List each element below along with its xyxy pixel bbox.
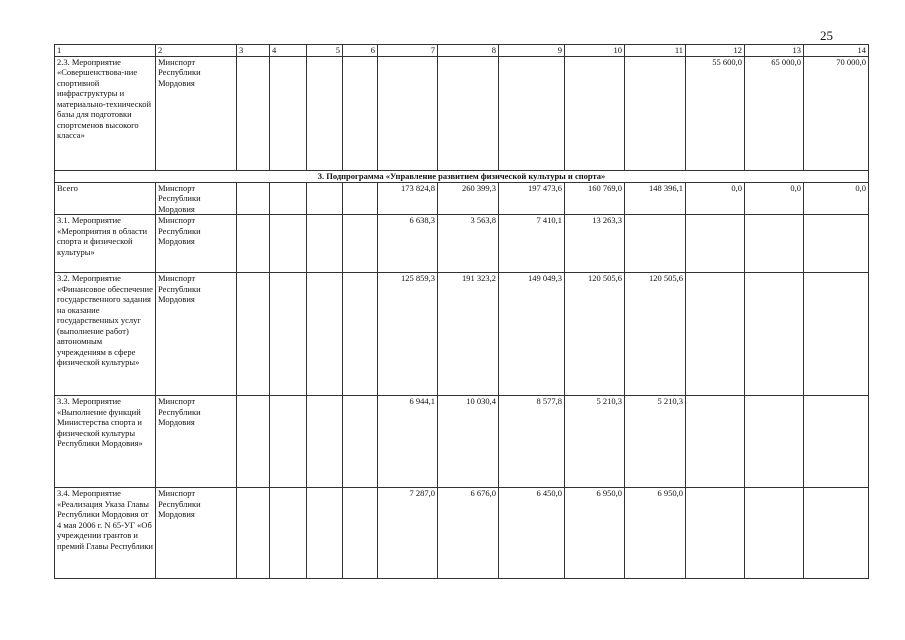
column-number-9: 9 xyxy=(499,45,565,57)
code-cell xyxy=(270,182,307,215)
amount-cell-col-14 xyxy=(804,488,869,579)
amount-cell-col-13: 0,0 xyxy=(745,182,804,215)
amount-cell-col-8: 191 323,2 xyxy=(438,273,499,396)
code-cell xyxy=(237,182,270,215)
amount-cell-col-13 xyxy=(745,488,804,579)
amount-cell-col-12 xyxy=(686,273,745,396)
table-row xyxy=(55,56,869,170)
amount-cell-col-11: 148 396,1 xyxy=(625,182,686,215)
amount-cell-col-12 xyxy=(686,215,745,273)
amount-cell-col-9: 6 450,0 xyxy=(499,488,565,579)
activity-name-cell: 2.3. Мероприятие «Совершенствова-ние спортивной инфраструктуры и материально-технической базы для подготовки спортсменов высокого класса» xyxy=(55,56,156,170)
amount-cell-col-8 xyxy=(438,56,499,170)
code-cell xyxy=(237,273,270,396)
responsible-executor-cell: Минспорт Республики Мордовия xyxy=(156,488,237,579)
column-number-row xyxy=(55,45,869,57)
column-number-2: 2 xyxy=(156,45,237,57)
column-number-1: 1 xyxy=(55,45,156,57)
code-cell xyxy=(270,273,307,396)
amount-cell-col-11 xyxy=(625,56,686,170)
amount-cell-col-8: 6 676,0 xyxy=(438,488,499,579)
table-row xyxy=(55,273,869,396)
amount-cell-col-10: 6 950,0 xyxy=(565,488,625,579)
amount-cell-col-14: 0,0 xyxy=(804,182,869,215)
amount-cell-col-11: 5 210,3 xyxy=(625,396,686,488)
code-cell xyxy=(307,215,343,273)
amount-cell-col-12 xyxy=(686,396,745,488)
code-cell xyxy=(343,273,378,396)
code-cell xyxy=(270,56,307,170)
code-cell xyxy=(307,56,343,170)
column-number-12: 12 xyxy=(686,45,745,57)
amount-cell-col-14 xyxy=(804,215,869,273)
activity-name-cell: 3.2. Мероприятие «Финансовое обеспечение государственного задания на оказание государственных услуг (выполнение работ) автономным учреждениям в сфере физической культуры» xyxy=(55,273,156,396)
code-cell xyxy=(237,56,270,170)
amount-cell-col-9: 7 410,1 xyxy=(499,215,565,273)
code-cell xyxy=(237,488,270,579)
code-cell xyxy=(237,396,270,488)
amount-cell-col-12 xyxy=(686,488,745,579)
amount-cell-col-10: 5 210,3 xyxy=(565,396,625,488)
amount-cell-col-7 xyxy=(378,56,438,170)
code-cell xyxy=(270,215,307,273)
funding-table xyxy=(54,44,869,579)
amount-cell-col-8: 260 399,3 xyxy=(438,182,499,215)
code-cell xyxy=(343,215,378,273)
amount-cell-col-8: 10 030,4 xyxy=(438,396,499,488)
column-number-4: 4 xyxy=(270,45,307,57)
column-number-10: 10 xyxy=(565,45,625,57)
amount-cell-col-14: 70 000,0 xyxy=(804,56,869,170)
amount-cell-col-7: 6 944,1 xyxy=(378,396,438,488)
code-cell xyxy=(343,396,378,488)
amount-cell-col-8: 3 563,8 xyxy=(438,215,499,273)
column-number-11: 11 xyxy=(625,45,686,57)
amount-cell-col-13 xyxy=(745,215,804,273)
code-cell xyxy=(270,396,307,488)
amount-cell-col-11 xyxy=(625,215,686,273)
column-number-8: 8 xyxy=(438,45,499,57)
code-cell xyxy=(307,273,343,396)
activity-name-cell: 3.1. Мероприятие «Мероприятия в области спорта и физической культуры» xyxy=(55,215,156,273)
code-cell xyxy=(343,488,378,579)
code-cell xyxy=(270,488,307,579)
page-number: 25 xyxy=(820,28,833,43)
code-cell xyxy=(307,488,343,579)
column-number-6: 6 xyxy=(343,45,378,57)
amount-cell-col-9: 149 049,3 xyxy=(499,273,565,396)
amount-cell-col-9 xyxy=(499,56,565,170)
activity-name-cell: 3.3. Мероприятие «Выполнение функций Министерства спорта и физической культуры Республики Мордовия» xyxy=(55,396,156,488)
responsible-executor-cell: Минспорт Республики Мордовия xyxy=(156,182,237,215)
amount-cell-col-10: 120 505,6 xyxy=(565,273,625,396)
table-row xyxy=(55,396,869,488)
amount-cell-col-11: 6 950,0 xyxy=(625,488,686,579)
code-cell xyxy=(307,396,343,488)
column-number-7: 7 xyxy=(378,45,438,57)
amount-cell-col-9: 197 473,6 xyxy=(499,182,565,215)
responsible-executor-cell: Минспорт Республики Мордовия xyxy=(156,273,237,396)
amount-cell-col-7: 173 824,8 xyxy=(378,182,438,215)
amount-cell-col-10: 13 263,3 xyxy=(565,215,625,273)
responsible-executor-cell: Минспорт Республики Мордовия xyxy=(156,396,237,488)
amount-cell-col-7: 7 287,0 xyxy=(378,488,438,579)
column-number-14: 14 xyxy=(804,45,869,57)
amount-cell-col-14 xyxy=(804,396,869,488)
amount-cell-col-12: 0,0 xyxy=(686,182,745,215)
column-number-13: 13 xyxy=(745,45,804,57)
amount-cell-col-13 xyxy=(745,273,804,396)
amount-cell-col-9: 8 577,8 xyxy=(499,396,565,488)
table-row xyxy=(55,488,869,579)
code-cell xyxy=(237,215,270,273)
amount-cell-col-13: 65 000,0 xyxy=(745,56,804,170)
amount-cell-col-7: 125 859,3 xyxy=(378,273,438,396)
amount-cell-col-7: 6 638,3 xyxy=(378,215,438,273)
code-cell xyxy=(343,182,378,215)
table-row xyxy=(55,182,869,215)
section-header-row xyxy=(55,170,869,182)
amount-cell-col-14 xyxy=(804,273,869,396)
activity-name-cell: Всего xyxy=(55,182,156,215)
amount-cell-col-10: 160 769,0 xyxy=(565,182,625,215)
section-title: 3. Подпрограмма «Управление развитием физической культуры и спорта» xyxy=(55,170,869,182)
table-body xyxy=(55,45,869,579)
activity-name-cell: 3.4. Мероприятие «Реализация Указа Главы Республики Мордовия от 4 мая 2006 г. N 65-УГ «Об учреждении грантов и премий Главы Республики xyxy=(55,488,156,579)
code-cell xyxy=(343,56,378,170)
amount-cell-col-10 xyxy=(565,56,625,170)
responsible-executor-cell: Минспорт Республики Мордовия xyxy=(156,215,237,273)
table-row xyxy=(55,215,869,273)
amount-cell-col-11: 120 505,6 xyxy=(625,273,686,396)
amount-cell-col-12: 55 600,0 xyxy=(686,56,745,170)
code-cell xyxy=(307,182,343,215)
amount-cell-col-13 xyxy=(745,396,804,488)
column-number-3: 3 xyxy=(237,45,270,57)
responsible-executor-cell: Минспорт Республики Мордовия xyxy=(156,56,237,170)
column-number-5: 5 xyxy=(307,45,343,57)
